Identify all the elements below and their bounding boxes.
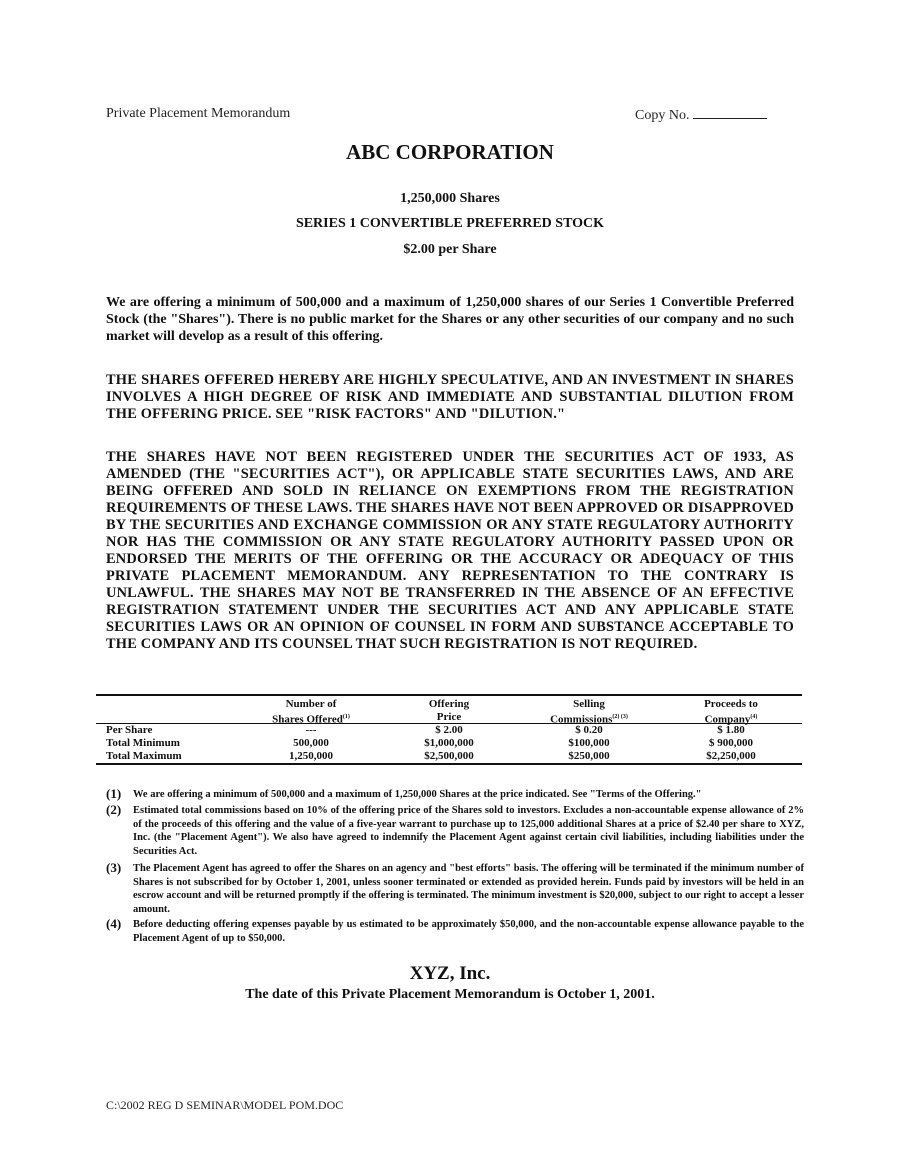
cell-shares: --- [305, 724, 317, 736]
table-row [96, 737, 802, 750]
cell-commissions: $ 0.20 [575, 724, 603, 736]
memo-label: Private Placement Memorandum [106, 106, 291, 121]
header-commissions: Selling Commissions$^{(2) (3)}$ [550, 698, 628, 726]
header-proceeds: Proceeds to Company$^{(4)}$ [704, 698, 758, 726]
memorandum-date: The date of this Private Placement Memorandum is October 1, 2001. [245, 987, 655, 1002]
company-title: ABC CORPORATION [346, 140, 554, 164]
footnote-number: (3) [106, 860, 122, 875]
footnote-text: We are offering a minimum of 500,000 and a maximum of 1,250,000 Shares at the price indicated. See "Terms of the Offering." [133, 789, 702, 800]
file-path-footer: C:\2002 REG D SEMINAR\MODEL POM.DOC [106, 1098, 344, 1112]
row-label: Total Maximum [106, 750, 182, 762]
cell-proceeds: $ 1.80 [717, 724, 745, 736]
speculative-warning: THE SHARES OFFERED HEREBY ARE HIGHLY SPECULATIVE, AND AN INVESTMENT IN SHARES INVOLVES A HIGH DEGREE OF RISK AND IMMEDIATE AND SUBSTANTIAL DILUTION FROM THE OFFERING PRICE. SEE "RISK FACTORS" AND "DILUTION." [106, 372, 794, 422]
issuer-name: XYZ, Inc. [409, 963, 491, 984]
cell-price: $ 2.00 [435, 724, 463, 736]
footnote-number: (4) [106, 916, 122, 931]
footnote-number: (2) [106, 802, 122, 817]
footnote-3 [106, 862, 804, 916]
footnote-text: The Placement Agent has agreed to offer the Shares on an agency and "best efforts" basis. The offering will be terminated if the minimum number of Shares is not subscribed for by October 1, 2001, unless sooner terminated or extended as provided herein. Funds paid by investors will be held in an escrow account and will be returned promptly if the offering is terminated. The minimum investment is $20,000, subject to our right to accept a lesser amount. [133, 863, 804, 915]
table-header-row [96, 696, 802, 726]
footnote-number: (1) [106, 786, 122, 801]
table-bottom-rule [96, 763, 802, 765]
table-row [96, 724, 802, 737]
offering-paragraph: We are offering a minimum of 500,000 and a maximum of 1,250,000 shares of our Series 1 Convertible Preferred Stock (the "Shares"). There is no public market for the Shares or any other securities of our company and no such market will develop as a result of this offering. [106, 295, 794, 344]
header-price: Offering Price [428, 698, 470, 723]
copy-label: Copy No. [635, 108, 690, 123]
cell-proceeds: $2,250,000 [706, 750, 756, 762]
table-row [96, 750, 802, 763]
cell-price: $2,500,000 [424, 750, 474, 762]
row-label: Total Minimum [106, 737, 180, 749]
offering-table [96, 694, 802, 765]
cell-commissions: $250,000 [568, 750, 610, 762]
cell-shares: 500,000 [293, 737, 329, 749]
footnote-4 [106, 918, 804, 945]
copy-number [635, 106, 767, 124]
footnote-1 [106, 788, 804, 802]
cell-price: $1,000,000 [424, 737, 474, 749]
share-price: $2.00 per Share [403, 242, 497, 257]
footnote-2 [106, 804, 804, 858]
cell-commissions: $100,000 [568, 737, 610, 749]
cell-shares: 1,250,000 [289, 750, 333, 762]
registration-notice: THE SHARES HAVE NOT BEEN REGISTERED UNDER THE SECURITIES ACT OF 1933, AS AMENDED (THE "SECURITIES ACT"), OR APPLICABLE STATE SECURITIES LAWS, AND ARE BEING OFFERED AND SOLD IN RELIANCE ON EXEMPTIONS FROM THE REGISTRATION REQUIREMENTS OF THESE LAWS. THE SHARES HAVE NOT BEEN APPROVED OR DISAPPROVED BY THE SECURITIES AND EXCHANGE COMMISSION OR ANY STATE REGULATORY AUTHORITY NOR HAS THE COMMISSION OR ANY STATE REGULATORY AUTHORITY PASSED UPON OR ENDORSED THE MERITS OF THE OFFERING OR THE ACCURACY OR ADEQUACY OF THIS PRIVATE PLACEMENT MEMORANDUM. ANY REPRESENTATION TO THE CONTRARY IS UNLAWFUL. THE SHARES MAY NOT BE TRANSFERRED IN THE ABSENCE OF AN EFFECTIVE REGISTRATION STATEMENT UNDER THE SECURITIES ACT AND ANY APPLICABLE STATE SECURITIES LAWS OR AN OPINION OF COUNSEL IN FORM AND SUBSTANCE ACCEPTABLE TO THE COMPANY AND ITS COUNSEL THAT SUCH REGISTRATION IS NOT REQUIRED. [106, 449, 794, 652]
footnote-text: Estimated total commissions based on 10% of the offering price of the Shares sold to investors. Excludes a non-accountable expense allowance of 2% of the proceeds of this offering and the value of a five-year warrant to purchase up to 125,000 additional Shares at a price of $2.40 per share to XYZ, Inc. (the "Placement Agent"). We also have agreed to indemnify the Placement Agent against certain civil liabilities, including liabilities under the Securities Act. [133, 805, 804, 857]
footnote-text: Before deducting offering expenses payable by us estimated to be approximately $50,000, and the non-accountable expense allowance payable to the Placement Agent of up to $50,000. [133, 919, 804, 944]
cell-proceeds: $ 900,000 [709, 737, 753, 749]
row-label: Per Share [106, 724, 153, 736]
shares-count: 1,250,000 Shares [400, 191, 500, 206]
stock-series: SERIES 1 CONVERTIBLE PREFERRED STOCK [295, 216, 605, 231]
header-shares: Number of Shares Offered$^{(1)}$ [272, 698, 350, 726]
copy-number-blank [693, 106, 767, 119]
